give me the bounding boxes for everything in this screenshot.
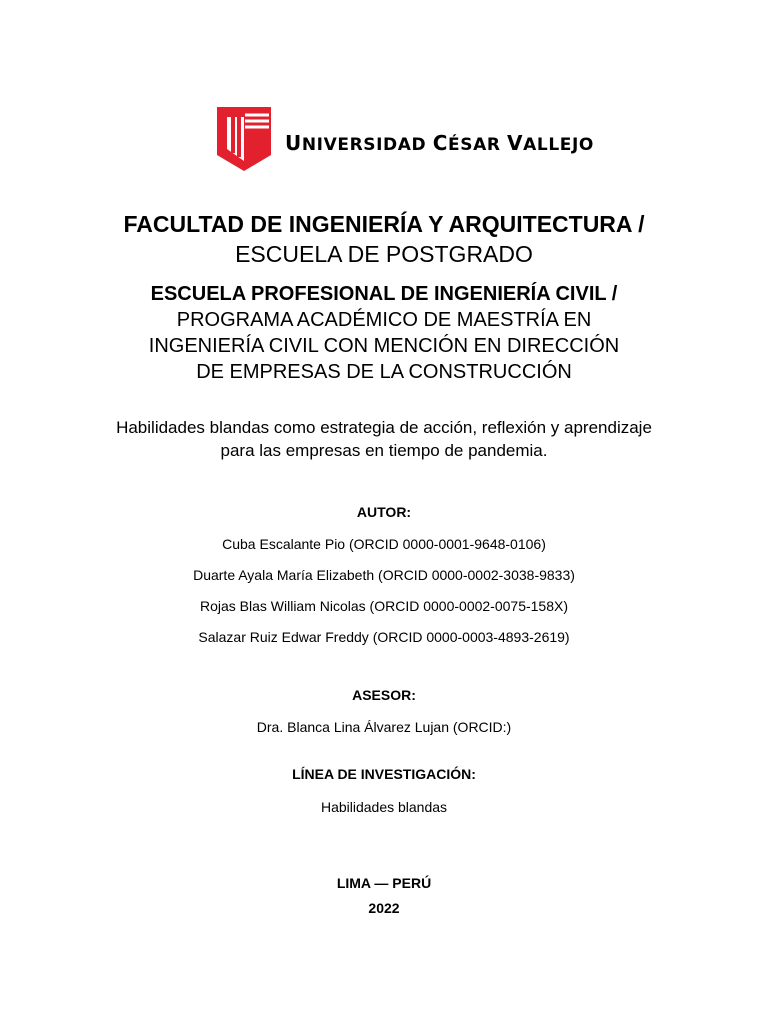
- ucv-shield-icon: [215, 105, 273, 173]
- advisor-name: Dra. Blanca Lina Álvarez Lujan (ORCID:): [256, 719, 512, 735]
- professional-school-title: ESCUELA PROFESIONAL DE INGENIERÍA CIVIL /: [150, 283, 618, 305]
- advisor-heading: ASESOR:: [352, 687, 416, 703]
- university-logo: [215, 105, 594, 173]
- author-item: Cuba Escalante Pio (ORCID 0000-0001-9648-0106): [222, 536, 546, 552]
- university-name: UNIVERSIDAD CÉSAR VALLEJO: [285, 131, 594, 155]
- authors-heading: AUTOR:: [356, 504, 412, 520]
- research-line-heading: LÍNEA DE INVESTIGACIÓN:: [292, 766, 476, 782]
- author-item: Rojas Blas William Nicolas (ORCID 0000-0002-0075-158X): [199, 598, 569, 614]
- faculty-title: FACULTAD DE INGENIERÍA Y ARQUITECTURA /: [123, 211, 645, 237]
- thesis-title-line-1: Habilidades blandas como estrategia de acción, reflexión y aprendizaje: [116, 418, 652, 437]
- program-line-2: INGENIERÍA CIVIL CON MENCIÓN EN DIRECCIÓN: [148, 335, 620, 357]
- author-item: Duarte Ayala María Elizabeth (ORCID 0000-0002-3038-9833): [193, 567, 575, 583]
- author-item: Salazar Ruiz Edwar Freddy (ORCID 0000-0003-4893-2619): [198, 629, 570, 645]
- thesis-title-line-2: para las empresas en tiempo de pandemia.: [220, 441, 548, 460]
- research-line-value: Habilidades blandas: [320, 799, 448, 815]
- year: 2022: [368, 900, 400, 916]
- program-line-1: PROGRAMA ACADÉMICO DE MAESTRÍA EN: [176, 309, 592, 331]
- program-line-3: DE EMPRESAS DE LA CONSTRUCCIÓN: [196, 361, 572, 383]
- place: LIMA — PERÚ: [336, 875, 432, 891]
- postgraduate-school-title: ESCUELA DE POSTGRADO: [235, 241, 533, 267]
